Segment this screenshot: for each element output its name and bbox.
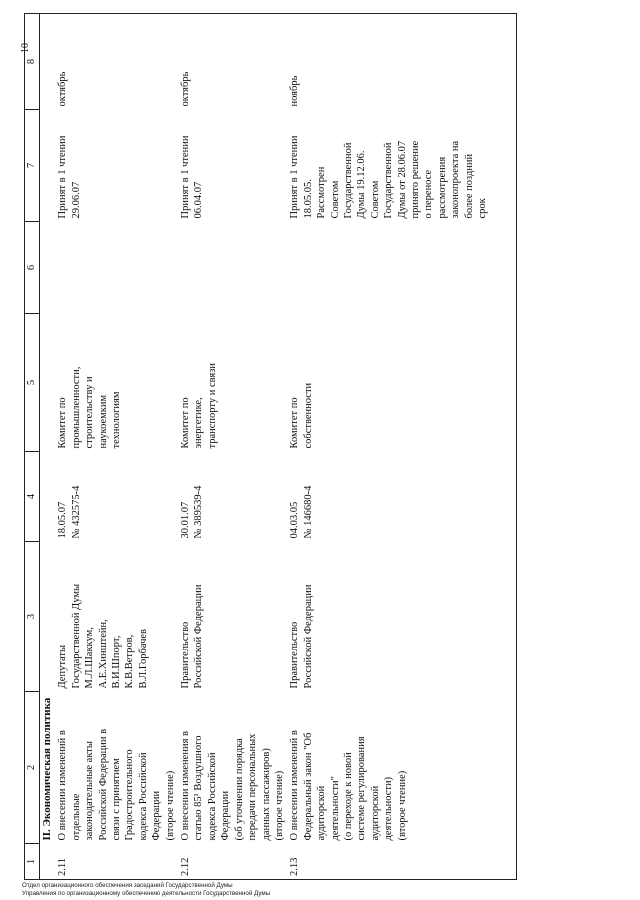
responsible-committee-line: Комитет по [57, 397, 69, 449]
table-bottom-border [490, 14, 517, 880]
table-row [55, 14, 178, 880]
column-header: 3 [25, 542, 40, 692]
footer-line: Отдел организационного обеспечения заседаний Государственной Думы [22, 882, 233, 889]
bill-title-line: (второе чтение) [396, 770, 408, 841]
bill-status [287, 110, 490, 222]
bill-title-line: О внесении изменений в [289, 730, 301, 841]
bill-title-line: аудиторской [369, 785, 381, 841]
bill-author-line: А.Е.Хинштейн, [97, 619, 109, 689]
responsible-committee-line: Комитет по [289, 397, 301, 449]
registration-info [287, 452, 490, 542]
bill-title-line: аудиторской [316, 785, 328, 841]
bill-title-line: Российской Федерации в [97, 728, 109, 841]
bill-status-line: Государственной [342, 142, 354, 219]
bill-author-line: Депутаты [57, 644, 69, 689]
bill-author [178, 542, 287, 692]
section-title: II. Экономическая политика [41, 697, 53, 841]
bill-author-line: В.Л.Горбачев [137, 628, 149, 689]
bill-author-line: Правительство [180, 621, 192, 689]
responsible-committee-line: наукоемким [97, 394, 109, 449]
bill-status-line: Думы от 28.06.07 [396, 140, 408, 219]
responsible-committee-line: промышленности, [70, 366, 82, 449]
planned-month-line: октябрь [180, 71, 192, 107]
plan-table [24, 13, 517, 880]
column-number-row [25, 14, 40, 880]
responsible-committee-line: технологиям [111, 391, 123, 449]
bill-title-line: системе регулирования [356, 736, 368, 841]
bill-status-line: 06.04.07 [193, 181, 205, 219]
bill-title-line: кодекса Российской [206, 752, 218, 841]
column-6-cell [287, 222, 490, 314]
registration-info-line: № 146680-4 [302, 485, 314, 539]
bill-title [287, 692, 490, 844]
responsible-committee-line: транспорту и связи [206, 362, 218, 449]
bill-title-line: (о переходе к новой [342, 752, 354, 841]
bill-author-line: В.И.Шпорт, [111, 635, 123, 689]
bill-author-line: Российской Федерации [302, 584, 314, 689]
bill-status-line: рассмотрения [436, 156, 448, 219]
registration-info-line: № 432575-4 [70, 485, 82, 539]
bill-status-line: Государственной [383, 142, 395, 219]
bill-title-line: (второе чтение) [164, 770, 176, 841]
bill-title-line: О внесении изменений в [57, 730, 69, 841]
responsible-committee-line: собственности [302, 382, 314, 449]
bill-title-line: Градостроительного [124, 749, 136, 841]
registration-info [178, 452, 287, 542]
column-header: 2 [25, 692, 40, 844]
column-header: 1 [25, 844, 40, 880]
bill-title-line: данных пассажиров) [260, 748, 272, 841]
responsible-committee-line: строительству и [84, 376, 96, 449]
bill-status [178, 110, 287, 222]
bill-status [55, 110, 178, 222]
row-number: 2.13 [287, 844, 490, 880]
bill-title-line: деятельности) [383, 776, 395, 841]
bill-title-line: О внесении изменения в [180, 731, 192, 841]
bill-title-line: передачи персональных [247, 733, 259, 841]
column-header: 4 [25, 452, 40, 542]
responsible-committee [178, 314, 287, 452]
bill-title-line: (об уточнении порядка [233, 738, 245, 841]
bill-title [55, 692, 178, 844]
planned-month [178, 14, 287, 110]
planned-month-line: октябрь [57, 71, 69, 107]
bill-author-line: Российской Федерации [193, 584, 205, 689]
bill-status-line: 29.06.07 [70, 181, 82, 219]
planned-month [55, 14, 178, 110]
registration-info-line: 04.03.05 [289, 501, 301, 539]
bill-author [287, 542, 490, 692]
column-header: 5 [25, 314, 40, 452]
table-row [178, 14, 287, 880]
registration-info [55, 452, 178, 542]
column-header: 7 [25, 110, 40, 222]
planned-month [287, 14, 490, 110]
bill-status-line: Принят в 1 чтении [180, 135, 192, 219]
bill-title-line: отдельные [70, 793, 82, 841]
registration-info-line: 30.01.07 [180, 501, 192, 539]
bill-title-line: Федерации [220, 790, 232, 841]
bill-title-line: Федерации [151, 790, 163, 841]
column-6-cell [178, 222, 287, 314]
responsible-committee [55, 314, 178, 452]
bill-author [55, 542, 178, 692]
responsible-committee-line: энергетике, [193, 397, 205, 449]
bill-status-line: 18.05.05. [302, 179, 314, 219]
planned-month-line: ноябрь [289, 75, 301, 107]
bill-status-line: срок [477, 198, 488, 219]
bill-title-line: кодекса Российской [137, 752, 149, 841]
bill-author-line: Государственной Думы [70, 583, 82, 689]
row-number: 2.12 [178, 844, 287, 880]
bill-status-line: Рассмотрен [316, 166, 328, 219]
registration-info-line: 18.05.07 [57, 501, 69, 539]
bill-title [178, 692, 287, 844]
bill-status-line: законопроекта на [450, 140, 462, 219]
bill-title-line: законодательные акты [84, 741, 96, 841]
responsible-committee [287, 314, 490, 452]
rotated-page [10, 5, 630, 885]
registration-info-line: № 389539-4 [193, 485, 205, 539]
bill-status-line: Советом [369, 180, 381, 219]
bill-title-line: Федеральный закон "Об [302, 732, 314, 841]
bill-author-line: М.Л.Шаккум, [84, 627, 96, 689]
column-header: 8 [25, 14, 40, 110]
table-row [287, 14, 490, 880]
bill-status-line: Принят в 1 чтении [289, 135, 301, 219]
bill-author-line: К.В.Ветров, [124, 634, 136, 689]
bill-status-line: более поздний [463, 153, 475, 219]
bill-status-line: Принят в 1 чтении [57, 135, 69, 219]
bill-status-line: о переносе [423, 169, 435, 219]
bill-title-line: (второе чтение) [273, 770, 285, 841]
column-header: 6 [25, 222, 40, 314]
column-6-cell [55, 222, 178, 314]
footer [22, 882, 270, 898]
footer-line: Управления по организационному обеспечению деятельности Государственной Думы [22, 890, 271, 897]
section-row [40, 14, 56, 880]
page-number: 10 [20, 43, 31, 53]
bill-title-line: статью 85¹ Воздушного [193, 735, 205, 841]
bill-title-line: связи с принятием [111, 758, 123, 841]
row-number: 2.11 [55, 844, 178, 880]
bill-author-line: Правительство [289, 621, 301, 689]
responsible-committee-line: Комитет по [180, 397, 192, 449]
bill-status-line: Думы 19.12.06. [356, 150, 368, 219]
bill-status-line: Советом [329, 180, 341, 219]
bill-title-line: деятельности" [329, 776, 341, 841]
bill-status-line: принято решение [409, 140, 421, 219]
